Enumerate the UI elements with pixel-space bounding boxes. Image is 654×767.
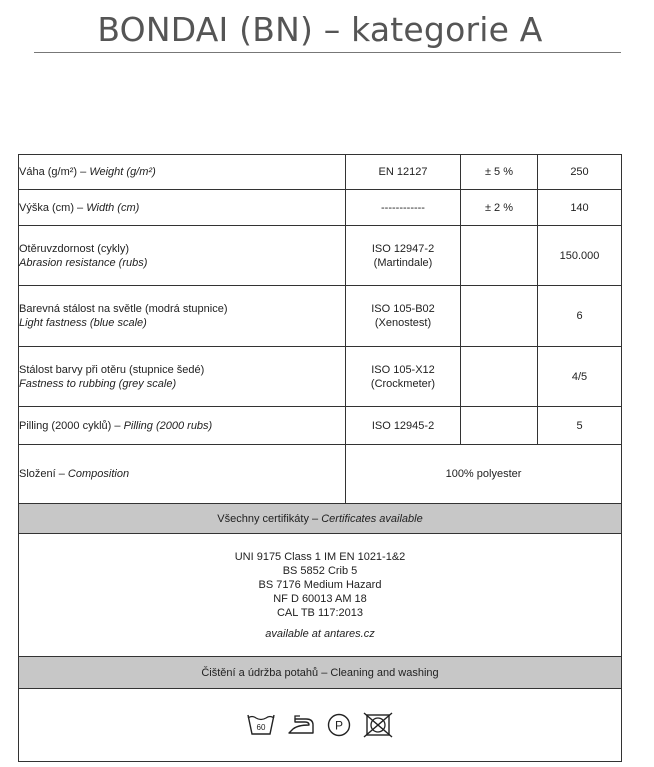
dry-clean-letter: P bbox=[334, 718, 344, 733]
row-standard: ISO 12945-2 bbox=[346, 407, 461, 445]
row-value: 4/5 bbox=[538, 347, 622, 407]
care-header: Čištění a údržba potahů – Cleaning and washing bbox=[19, 657, 622, 689]
row-label: Otěruvzdornost (cykly) Abrasion resistance (rubs) bbox=[19, 226, 346, 286]
iron-icon bbox=[286, 712, 316, 738]
row-standard: ISO 12947-2 (Martindale) bbox=[346, 226, 461, 286]
certificate-item: UNI 9175 Class 1 IM EN 1021-1&2 bbox=[234, 550, 406, 563]
dry-clean-p-icon bbox=[326, 712, 352, 738]
row-standard: ISO 105-X12 (Crockmeter) bbox=[346, 347, 461, 407]
row-tolerance: ± 5 % bbox=[461, 155, 538, 190]
composition-row bbox=[19, 445, 622, 504]
care-header-row bbox=[19, 657, 622, 689]
row-value: 250 bbox=[538, 155, 622, 190]
row-value: 6 bbox=[538, 286, 622, 347]
row-label: Pilling (2000 cyklů) – Pilling (2000 rubs) bbox=[19, 407, 346, 445]
care-icons-row bbox=[19, 689, 622, 762]
certificate-item: BS 7176 Medium Hazard bbox=[258, 578, 382, 591]
table-row bbox=[19, 407, 622, 445]
title-divider bbox=[34, 52, 621, 53]
table-row bbox=[19, 155, 622, 190]
certificates-row bbox=[19, 534, 622, 657]
row-value: 150.000 bbox=[538, 226, 622, 286]
table-row bbox=[19, 190, 622, 226]
row-tolerance bbox=[461, 226, 538, 286]
row-label: Stálost barvy při otěru (stupnice šedé) Fastness to rubbing (grey scale) bbox=[19, 347, 346, 407]
certificates-list bbox=[19, 534, 622, 657]
row-tolerance bbox=[461, 286, 538, 347]
row-tolerance bbox=[461, 407, 538, 445]
row-label: Výška (cm) – Width (cm) bbox=[19, 190, 346, 226]
row-label: Barevná stálost na světle (modrá stupnice) Light fastness (blue scale) bbox=[19, 286, 346, 347]
care-icons-cell bbox=[19, 689, 622, 762]
page-title: BONDAI (BN) – kategorie A bbox=[97, 10, 543, 49]
row-standard: EN 12127 bbox=[346, 155, 461, 190]
row-standard: ISO 105-B02 (Xenostest) bbox=[346, 286, 461, 347]
composition-label: Složení – Composition bbox=[19, 445, 346, 504]
no-tumble-dry-icon bbox=[362, 712, 394, 738]
row-value: 5 bbox=[538, 407, 622, 445]
row-tolerance: ± 2 % bbox=[461, 190, 538, 226]
table-row bbox=[19, 347, 622, 407]
certificates-header: Všechny certifikáty – Certificates available bbox=[19, 504, 622, 534]
certificate-item: BS 5852 Crib 5 bbox=[282, 564, 358, 577]
row-standard: ------------ bbox=[346, 190, 461, 226]
row-value: 140 bbox=[538, 190, 622, 226]
composition-value: 100% polyester bbox=[346, 445, 622, 504]
row-label: Váha (g/m²) – Weight (g/m²) bbox=[19, 155, 346, 190]
certificate-item: CAL TB 117:2013 bbox=[276, 606, 364, 619]
care-icons bbox=[19, 712, 621, 738]
certificates-link[interactable]: available at antares.cz bbox=[265, 627, 375, 640]
wash-60-icon bbox=[246, 712, 276, 738]
wash-temp-label: 60 bbox=[256, 723, 266, 732]
row-tolerance bbox=[461, 347, 538, 407]
table-row bbox=[19, 226, 622, 286]
certificate-item: NF D 60013 AM 18 bbox=[273, 592, 367, 605]
table-row bbox=[19, 286, 622, 347]
certificates-header-row bbox=[19, 504, 622, 534]
spec-table bbox=[18, 154, 622, 762]
